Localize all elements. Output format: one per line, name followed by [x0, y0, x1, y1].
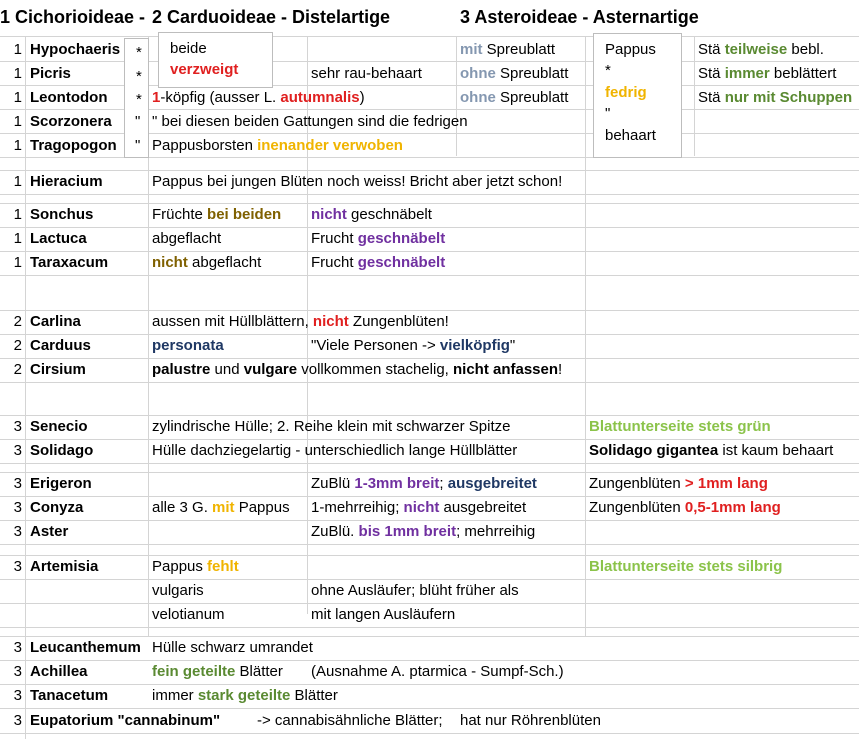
emphasis-text: 0,5-1mm lang — [684, 499, 781, 516]
plain-text: Stä — [698, 65, 725, 82]
grid-line — [0, 463, 859, 464]
header-cichorioideae: 1 Cichorioideae - — [0, 7, 146, 27]
emphasis-text: ohne — [460, 65, 496, 82]
plain-text: geschnäbelt — [346, 206, 432, 223]
plain-text: Pappus — [152, 558, 208, 575]
row-number: 1 — [13, 173, 22, 190]
erigeron-flowers — [311, 474, 537, 494]
solidago-description: Hülle dachziegelartig - unterschiedlich lange Hüllblätter — [152, 442, 518, 459]
grid-line — [0, 472, 859, 473]
plain-text: immer — [152, 687, 198, 704]
grid-line — [0, 275, 859, 276]
emphasis-text: teilweise — [724, 41, 788, 58]
conyza-ray-length — [589, 498, 781, 518]
hieracium-description: Pappus bei jungen Blüten noch weiss! Bricht aber jetzt schon! — [152, 173, 563, 190]
grid-line — [0, 627, 859, 628]
carduus-species: personata — [152, 337, 224, 354]
leontodon-description — [152, 88, 365, 108]
achillea-exception: (Ausnahme A. ptarmica - Sumpf-Sch.) — [311, 663, 564, 680]
aster-flowers — [311, 522, 535, 542]
verlotiorum-description: mit langen Ausläufern — [311, 606, 456, 623]
conyza-pappus — [152, 498, 290, 518]
picris-spreublatt — [460, 64, 568, 84]
grid-line — [0, 555, 859, 556]
grid-line — [0, 358, 859, 359]
genus-name: Eupatorium "cannabinum" — [30, 711, 224, 731]
emphasis-text: autumnalis — [280, 89, 360, 106]
note-behaart: behaart — [605, 127, 656, 144]
lactuca-beak — [311, 229, 445, 249]
tanacetum-leaves — [152, 686, 338, 706]
plain-text: Frucht — [311, 254, 358, 271]
grid-line — [0, 203, 859, 204]
artemisia-verlotiorum: velotianum — [152, 606, 225, 623]
genus-name: Artemisia — [30, 558, 99, 575]
grid-line — [25, 36, 26, 739]
grid-line — [0, 636, 859, 637]
plain-text: -köpfig (ausser L. — [160, 89, 281, 106]
marker-quote: " — [135, 137, 141, 154]
row-number: 1 — [13, 230, 22, 247]
emphasis-text: fein geteilte — [152, 663, 236, 680]
row-number: 1 — [13, 89, 22, 106]
plain-text: Pappusborsten — [152, 137, 258, 154]
grid-line — [0, 520, 859, 521]
leucanthemum-description: Hülle schwarz umrandet — [152, 639, 313, 656]
emphasis-text: vielköpfig — [439, 337, 510, 354]
plain-text: beblättert — [769, 65, 837, 82]
row-number: 3 — [13, 639, 22, 656]
artemisia-vulgaris: vulgaris — [152, 582, 204, 599]
grid-line — [0, 415, 859, 416]
marker-star: * — [136, 91, 142, 108]
vulgaris-description: ohne Ausläufer; blüht früher als — [311, 582, 519, 599]
conyza-flowers — [311, 498, 526, 518]
genus-name: Hieracium — [30, 173, 103, 190]
genus-name: Picris — [30, 65, 71, 82]
emphasis-text: stark geteilte — [197, 687, 291, 704]
grid-line — [0, 382, 859, 383]
header-asteroideae: 3 Asteroideae - Asternartige — [460, 7, 699, 27]
plain-text: Spreublatt — [482, 41, 556, 58]
sonchus-fruit — [152, 205, 281, 225]
plain-text: ) — [359, 89, 365, 106]
emphasis-text: inenander verwoben — [257, 137, 403, 154]
eupatorium-flowers: hat nur Röhrenblüten — [460, 712, 601, 729]
note-beide: beide — [170, 40, 207, 57]
grid-line — [0, 684, 859, 685]
artemisia-leaf-note: Blattunterseite stets silbrig — [589, 558, 783, 575]
row-number: 2 — [13, 361, 22, 378]
genus-name: Scorzonera — [30, 113, 112, 130]
grid-line — [585, 36, 586, 636]
genus-name: Cirsium — [30, 361, 86, 378]
marker-quote: " — [135, 113, 141, 130]
plain-text: abgeflacht — [187, 254, 262, 271]
genus-name: Leontodon — [30, 89, 108, 106]
plain-text: aussen mit Hüllblättern, — [152, 313, 313, 330]
lactuca-fruit: abgeflacht — [152, 230, 222, 247]
marker-star: * — [136, 68, 142, 85]
grid-line — [0, 251, 859, 252]
genus-name: Conyza — [30, 499, 84, 516]
genus-name: Senecio — [30, 418, 88, 435]
row-number: 1 — [13, 137, 22, 154]
plain-text: ausgebreitet — [439, 499, 527, 516]
emphasis-text: nicht — [312, 313, 349, 330]
leontodon-staengel — [698, 88, 852, 108]
row-number: 3 — [13, 442, 22, 459]
grid-line — [0, 708, 859, 709]
plain-text: alle 3 G. — [152, 499, 213, 516]
emphasis-text: nur mit Schuppen — [724, 89, 853, 106]
emphasis-text: fehlt — [207, 558, 239, 575]
emphasis-text: nicht — [152, 254, 188, 271]
plain-text: ! — [558, 361, 563, 378]
grid-line — [0, 579, 859, 580]
row-number: 3 — [13, 663, 22, 680]
grid-line — [0, 36, 859, 37]
emphasis-text: Solidago gigantea — [589, 442, 719, 459]
marker-star: * — [136, 44, 142, 61]
grid-line — [0, 170, 859, 171]
emphasis-text: geschnäbelt — [357, 230, 446, 247]
note-star: * — [605, 62, 611, 79]
genus-name: Sonchus — [30, 206, 94, 223]
hypochaeris-staengel — [698, 40, 824, 60]
grid-line — [0, 544, 859, 545]
plain-text: Frucht — [311, 230, 358, 247]
row-number: 1 — [13, 113, 22, 130]
plain-text: Zungenblüten — [589, 475, 685, 492]
emphasis-text: ohne — [460, 89, 496, 106]
row-number: 1 — [13, 254, 22, 271]
emphasis-text: ausgebreitet — [447, 475, 537, 492]
plain-text: Früchte — [152, 206, 208, 223]
row-number: 3 — [13, 499, 22, 516]
senecio-leaf-note: Blattunterseite stets grün — [589, 418, 771, 435]
genus-name: Lactuca — [30, 230, 87, 247]
grid-line — [0, 603, 859, 604]
emphasis-text: palustre — [152, 361, 211, 378]
grid-line — [0, 439, 859, 440]
plain-text: Zungenblüten! — [348, 313, 449, 330]
plain-text: " — [509, 337, 516, 354]
cirsium-description — [152, 360, 562, 380]
emphasis-text: 1 — [152, 89, 161, 106]
picris-staengel — [698, 64, 836, 84]
emphasis-text: bis 1mm breit — [358, 523, 457, 540]
emphasis-text: 1-3mm breit — [354, 475, 440, 492]
leontodon-spreublatt — [460, 88, 568, 108]
plain-text: Stä — [698, 89, 725, 106]
hypochaeris-spreublatt — [460, 40, 555, 60]
genus-name: Tragopogon — [30, 137, 117, 154]
achillea-leaves — [152, 662, 283, 682]
row-number: 3 — [13, 523, 22, 540]
plain-text: Blätter — [290, 687, 338, 704]
emphasis-text: nicht anfassen — [453, 361, 559, 378]
row-number: 1 — [13, 65, 22, 82]
plain-text: Blätter — [235, 663, 283, 680]
row-number: 3 — [13, 687, 22, 704]
note-verzweigt: verzweigt — [170, 61, 239, 78]
grid-line — [0, 733, 859, 734]
genus-name: Erigeron — [30, 475, 92, 492]
grid-line — [0, 310, 859, 311]
plain-text: Zungenblüten — [589, 499, 685, 516]
genus-name: Leucanthemum — [30, 639, 141, 656]
genus-name: Tanacetum — [30, 687, 109, 704]
grid-line — [0, 496, 859, 497]
genus-name: Carlina — [30, 313, 81, 330]
emphasis-text: bei beiden — [207, 206, 282, 223]
sonchus-beak — [311, 205, 432, 225]
emphasis-text: nicht — [311, 206, 347, 223]
plain-text: und — [210, 361, 244, 378]
emphasis-text: geschnäbelt — [357, 254, 446, 271]
grid-line — [0, 227, 859, 228]
carduus-description — [311, 336, 515, 356]
emphasis-text: mit — [212, 499, 235, 516]
grid-line — [0, 660, 859, 661]
plain-text: Stä — [698, 41, 725, 58]
erigeron-ray-length — [589, 474, 768, 494]
genus-name: Carduus — [30, 337, 91, 354]
row-number: 3 — [13, 558, 22, 575]
plain-text: ZuBlü — [311, 475, 355, 492]
emphasis-text: mit — [460, 41, 483, 58]
carlina-description — [152, 312, 449, 332]
plain-text: ; mehrreihig — [456, 523, 536, 540]
picris-description: sehr rau-behaart — [311, 65, 422, 82]
taraxacum-fruit — [152, 253, 261, 273]
scorzonera-description: " bei diesen beiden Gattungen sind die fedrigen — [152, 113, 468, 130]
plain-text: Spreublatt — [495, 89, 569, 106]
grid-line — [0, 334, 859, 335]
grid-line — [0, 194, 859, 195]
grid-line — [694, 36, 695, 156]
plain-text: bebl. — [787, 41, 824, 58]
plain-text: ; — [439, 475, 448, 492]
note-pappus: Pappus — [605, 41, 656, 58]
emphasis-text: > 1mm lang — [684, 475, 768, 492]
note-quote: " — [605, 105, 611, 122]
plain-text: Spreublatt — [495, 65, 569, 82]
plain-text: "Viele Personen -> — [311, 337, 440, 354]
genus-name: Taraxacum — [30, 254, 109, 271]
row-number: 3 — [13, 418, 22, 435]
emphasis-text: immer — [724, 65, 770, 82]
emphasis-text: nicht — [403, 499, 440, 516]
genus-name: Solidago — [30, 442, 94, 459]
row-number: 1 — [13, 206, 22, 223]
senecio-description: zylindrische Hülle; 2. Reihe klein mit schwarzer Spitze — [152, 418, 511, 435]
genus-name: Achillea — [30, 663, 88, 680]
plain-text: ist kaum behaart — [718, 442, 834, 459]
solidago-note — [589, 441, 833, 461]
genus-name: Aster — [30, 523, 69, 540]
header-carduoideae: 2 Carduoideae - Distelartige — [152, 7, 391, 27]
plain-text: Pappus — [234, 499, 290, 516]
row-number: 1 — [13, 41, 22, 58]
row-number: 2 — [13, 337, 22, 354]
row-number: 3 — [13, 475, 22, 492]
artemisia-pappus — [152, 557, 239, 577]
taraxacum-beak — [311, 253, 445, 273]
row-number: 2 — [13, 313, 22, 330]
plain-text: ZuBlü. — [311, 523, 359, 540]
grid-line — [456, 36, 457, 156]
plain-text: 1-mehrreihig; — [311, 499, 404, 516]
eupatorium-leaves: -> cannabisähnliche Blätter; — [257, 712, 443, 729]
row-number: 3 — [13, 712, 22, 729]
plain-text: vollkommen stachelig, — [297, 361, 453, 378]
genus-name: Hypochaeris — [30, 41, 121, 58]
tragopogon-description — [152, 136, 403, 156]
emphasis-text: vulgare — [243, 361, 298, 378]
note-fedrig: fedrig — [605, 84, 647, 101]
